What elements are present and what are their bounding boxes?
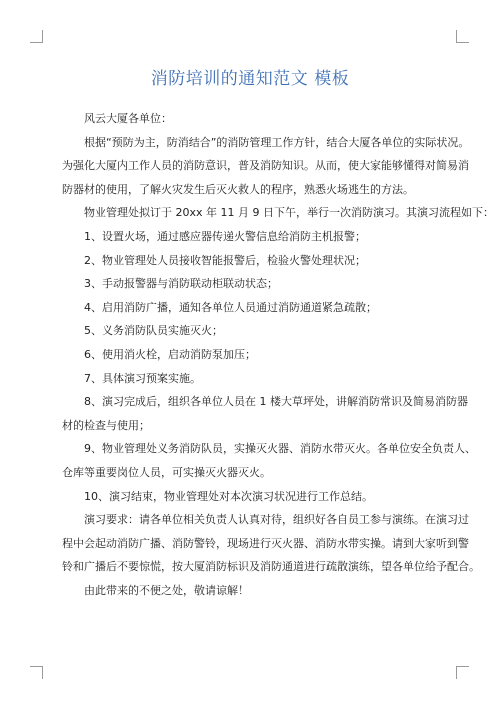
text-line: 9、物业管理处义务消防队员，实操灭火器、消防水带灭火。各单位安全负责人、 [84,442,476,456]
text-line: 材的检查与使用； [62,418,150,432]
text-line: 程中会起动消防广播、消防警铃，现场进行灭火器、消防水带实操。请到大家听到警 [62,536,469,550]
document-title: 消防培训的通知范文 模板 [150,69,350,89]
text-line: 4、启用消防广播，通知各单位人员通过消防通道紧急疏散； [84,300,377,314]
text-line: 8、演习完成后，组织各单位人员在 1 楼大草坪处，讲解消防常识及简易消防器 [84,395,468,409]
text-line: 5、义务消防队员实施灭火； [84,324,223,338]
text-line: 1、设置火场，通过感应器传递火警信息给消防主机报警； [84,229,366,243]
text-line: 风云大厦各单位： [84,112,172,125]
text-line: 3、手动报警器与消防联动柜联动状态； [84,277,278,291]
text-line: 为强化大厦内工作人员的消防意识，普及消防知识。从而，使大家能够懂得对简易消 [62,159,469,173]
text-line: 防器材的使用，了解火灾发生后灭火救人的程序，熟悉火场逃生的方法。 [62,182,414,196]
text-line: 由此带来的不便之处，敬请谅解！ [84,583,249,597]
text-line: 物业管理处拟订于 20xx 年 11 月 9 日下午，举行一次消防演习。其演习流程如下： [84,206,494,220]
text-line: 演习要求：请各单位相关负责人认真对待，组织好各自员工参与演练。在演习过 [84,513,469,527]
text-line: 根据“预防为主，防消结合”的消防管理工作方针，结合大厦各单位的实际状况。 [84,135,470,149]
corner-mark-bottom-right [456,666,469,679]
text-line: 2、物业管理处人员接收智能报警后，检验火警处理状况； [84,253,366,267]
corner-mark-top-left [30,30,43,43]
text-line: 7、具体演习预案实施。 [84,371,201,385]
corner-mark-bottom-left [30,666,43,679]
document-body [62,107,494,602]
text-line: 铃和广播后不要惊慌，按大厦消防标识及消防通道进行疏散演练，望各单位给予配合。 [62,560,480,574]
text-line: 6、使用消火栓，启动消防泵加压； [84,347,256,361]
text-line: 10、演习结束，物业管理处对本次演习状况进行工作总结。 [84,489,373,503]
text-line: 仓库等重要岗位人员，可实操灭火器灭火。 [62,465,271,479]
corner-mark-top-right [456,30,469,43]
